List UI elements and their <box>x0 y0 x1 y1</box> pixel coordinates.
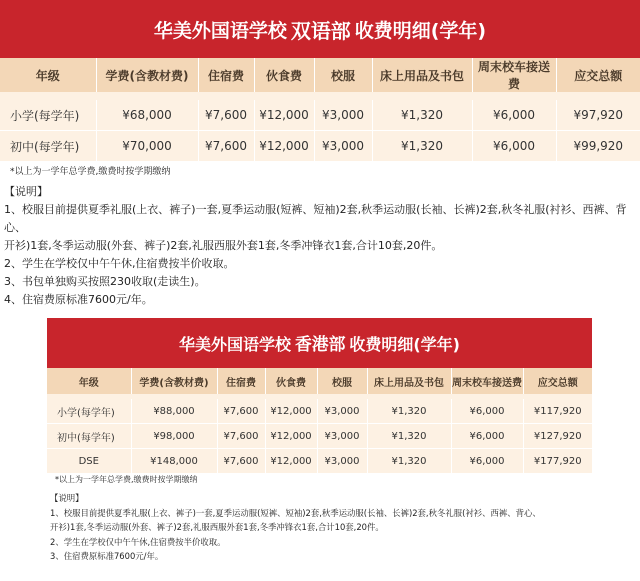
hongkong-notes <box>50 491 635 564</box>
table-row <box>47 449 592 474</box>
cell-weekend-bus: ¥6,000 <box>472 100 556 131</box>
cell-boarding: ¥7,600 <box>198 100 254 131</box>
cell-bedding-bag: ¥1,320 <box>367 449 451 474</box>
cell-uniform: ¥3,000 <box>317 399 367 424</box>
cell-total: ¥99,920 <box>556 131 640 162</box>
header-boarding: 住宿费 <box>217 368 265 394</box>
header-grade: 年级 <box>47 368 131 394</box>
cell-boarding: ¥7,600 <box>217 449 265 474</box>
header-uniform: 校服 <box>317 368 367 394</box>
header-grade: 年级 <box>0 58 96 92</box>
cell-boarding: ¥7,600 <box>217 399 265 424</box>
cell-bedding-bag: ¥1,320 <box>367 399 451 424</box>
cell-total: ¥97,920 <box>556 100 640 131</box>
table-row <box>0 100 640 131</box>
header-weekend-bus: 周末校车接送费 <box>451 368 523 394</box>
header-bedding-bag: 床上用品及书包 <box>372 58 472 92</box>
header-meals: 伙食费 <box>254 58 314 92</box>
cell-uniform: ¥3,000 <box>317 424 367 449</box>
hongkong-title-suffix: 收费明细(学年) <box>349 334 460 354</box>
table-row <box>47 399 592 424</box>
table-row <box>0 131 640 162</box>
hongkong-fee-section <box>47 318 592 473</box>
note-line: 2、学生在学校仅中午午休,住宿费按半价收取。 <box>50 536 226 547</box>
cell-grade: 小学(每学年) <box>47 399 131 424</box>
header-bedding-bag: 床上用品及书包 <box>367 368 451 394</box>
table-header-row <box>47 368 592 394</box>
note-line: 4、住宿费原标准7600元/年。 <box>4 293 153 306</box>
cell-grade: 初中(每学年) <box>0 131 96 162</box>
note-line: 开衫)1套,冬季运动服(外套、裤子)2套,礼服西服外套1套,冬季冲锋衣1套,合计10套,20件。 <box>4 239 443 252</box>
cell-weekend-bus: ¥6,000 <box>451 449 523 474</box>
header-meals: 伙食费 <box>265 368 317 394</box>
cell-boarding: ¥7,600 <box>198 131 254 162</box>
note-line: 开衫)1套,冬季运动服(外套、裤子)2套,礼服西服外套1套,冬季冲锋衣1套,合计10套,20件。 <box>50 522 384 533</box>
hongkong-title-banner <box>47 318 592 368</box>
cell-grade: DSE <box>47 449 131 474</box>
cell-weekend-bus: ¥6,000 <box>451 399 523 424</box>
bilingual-title-suffix: 收费明细(学年) <box>354 19 487 42</box>
header-weekend-bus: 周末校车接送费 <box>472 58 556 92</box>
cell-meals: ¥12,000 <box>265 424 317 449</box>
cell-uniform: ¥3,000 <box>314 131 372 162</box>
note-line: 1、校服目前提供夏季礼服(上衣、裤子)一套,夏季运动服(短裤、短袖)2套,秋季运动服(长袖、长裤)2套,秋冬礼服(衬衫、西裤、背心、 <box>50 507 541 518</box>
note-line: 1、校服目前提供夏季礼服(上衣、裤子)一套,夏季运动服(短裤、短袖)2套,秋季运动服(长袖、长裤)2套,秋冬礼服(衬衫、西裤、背心、 <box>4 203 627 234</box>
bilingual-title-dept: 双语部 <box>290 18 351 43</box>
cell-weekend-bus: ¥6,000 <box>472 131 556 162</box>
hongkong-title-school: 华美外国语学校 <box>178 334 291 354</box>
hongkong-footnote: *以上为一学年总学费,缴费时按学期缴纳 <box>55 475 198 484</box>
cell-total: ¥117,920 <box>523 399 592 424</box>
bilingual-title-school: 华美外国语学校 <box>153 19 287 42</box>
bilingual-footnote: *以上为一学年总学费,缴费时按学期缴纳 <box>10 167 171 177</box>
cell-grade: 小学(每学年) <box>0 100 96 131</box>
header-total: 应交总额 <box>523 368 592 394</box>
cell-uniform: ¥3,000 <box>314 100 372 131</box>
cell-meals: ¥12,000 <box>254 100 314 131</box>
cell-bedding-bag: ¥1,320 <box>372 100 472 131</box>
note-line: 3、书包单独购买按照230收取(走读生)。 <box>4 275 206 288</box>
header-tuition: 学费(含教材费) <box>131 368 217 394</box>
header-total: 应交总额 <box>556 58 640 92</box>
cell-tuition: ¥88,000 <box>131 399 217 424</box>
cell-grade: 初中(每学年) <box>47 424 131 449</box>
bilingual-title-banner <box>0 0 640 58</box>
cell-meals: ¥12,000 <box>265 449 317 474</box>
hongkong-title-dept: 香港部 <box>295 334 346 354</box>
cell-tuition: ¥148,000 <box>131 449 217 474</box>
header-tuition: 学费(含教材费) <box>96 58 198 92</box>
hongkong-fee-table <box>47 368 592 473</box>
cell-bedding-bag: ¥1,320 <box>367 424 451 449</box>
cell-uniform: ¥3,000 <box>317 449 367 474</box>
cell-total: ¥127,920 <box>523 424 592 449</box>
cell-meals: ¥12,000 <box>254 131 314 162</box>
notes-title: 【说明】 <box>4 185 48 198</box>
table-header-row <box>0 58 640 92</box>
cell-boarding: ¥7,600 <box>217 424 265 449</box>
cell-tuition: ¥68,000 <box>96 100 198 131</box>
bilingual-fee-table <box>0 58 640 161</box>
cell-total: ¥177,920 <box>523 449 592 474</box>
note-line: 2、学生在学校仅中午午休,住宿费按半价收取。 <box>4 257 235 270</box>
cell-meals: ¥12,000 <box>265 399 317 424</box>
cell-tuition: ¥70,000 <box>96 131 198 162</box>
bilingual-fee-section <box>0 0 640 161</box>
cell-bedding-bag: ¥1,320 <box>372 131 472 162</box>
notes-title: 【说明】 <box>50 493 84 503</box>
bilingual-notes <box>4 183 638 309</box>
header-uniform: 校服 <box>314 58 372 92</box>
table-spacer <box>0 92 640 100</box>
note-line: 3、住宿费原标准7600元/年。 <box>50 551 164 562</box>
header-boarding: 住宿费 <box>198 58 254 92</box>
table-row <box>47 424 592 449</box>
cell-tuition: ¥98,000 <box>131 424 217 449</box>
cell-weekend-bus: ¥6,000 <box>451 424 523 449</box>
